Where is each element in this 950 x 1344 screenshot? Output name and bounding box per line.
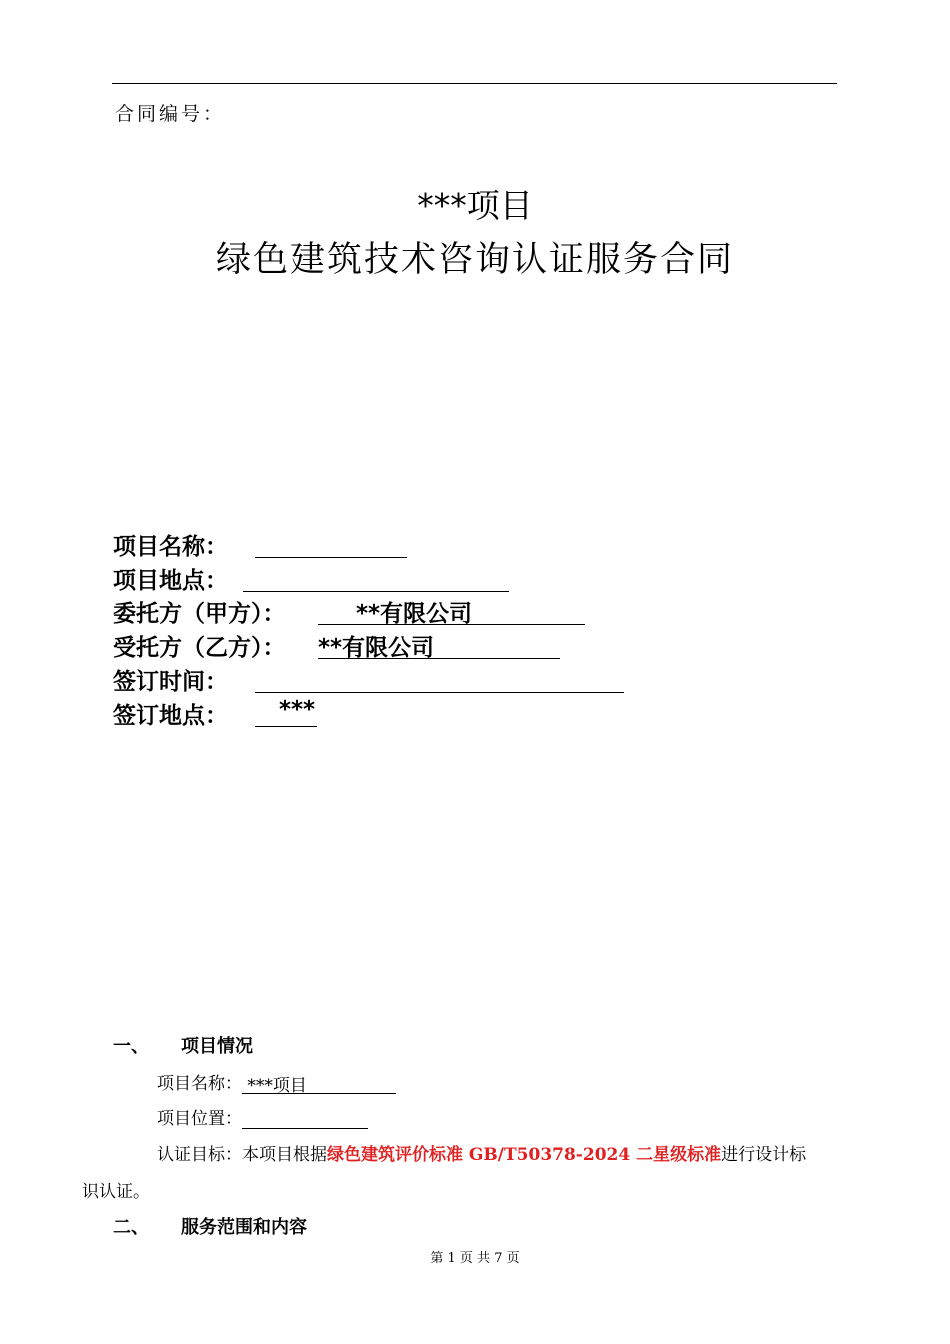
- goal-standard: 绿色建筑评价标准 GB/T50378-2024 二星级标准: [327, 1145, 722, 1165]
- info-project-name-blank[interactable]: [255, 528, 407, 558]
- project-name-field[interactable]: [242, 1071, 396, 1094]
- info-sign-time-label: 签订时间：: [113, 669, 228, 695]
- info-party-b-label: 受托方（乙方）：: [113, 635, 286, 661]
- contract-number-label: 合同编号：: [115, 103, 226, 125]
- info-sign-place-label: 签订地点：: [113, 703, 228, 729]
- header-rule: [112, 83, 837, 84]
- project-name-label: 项目名称：: [157, 1074, 242, 1094]
- section-2-title: 服务范围和内容: [181, 1217, 307, 1238]
- info-party-a-value: **有限公司: [356, 601, 473, 627]
- section-1-goal: [157, 1140, 806, 1165]
- goal-pre: 本项目根据: [242, 1145, 327, 1165]
- project-title: ***项目: [417, 186, 533, 225]
- section-1-project-name: [157, 1069, 396, 1094]
- info-project-location-label: 项目地点：: [113, 568, 228, 594]
- info-project-location-blank[interactable]: [243, 562, 509, 592]
- project-name-value: ***项目: [247, 1076, 307, 1096]
- project-location-label: 项目位置：: [157, 1109, 242, 1129]
- contract-title: 绿色建筑技术咨询认证服务合同: [215, 240, 734, 280]
- info-party-a-label: 委托方（甲方）：: [113, 601, 286, 627]
- section-1-number: 一、: [113, 1036, 149, 1057]
- info-project-name-label: 项目名称：: [113, 534, 228, 560]
- section-1-goal-cont: 识认证。: [82, 1182, 150, 1202]
- info-party-b-value: **有限公司: [318, 635, 435, 661]
- info-sign-place-value: ***: [279, 697, 316, 723]
- project-location-field[interactable]: [242, 1106, 368, 1129]
- section-1-project-location: [157, 1104, 368, 1129]
- section-1-title: 项目情况: [181, 1036, 253, 1057]
- info-sign-time-blank[interactable]: [255, 663, 624, 693]
- goal-label: 认证目标：: [157, 1145, 242, 1165]
- section-2-number: 二、: [113, 1217, 149, 1238]
- goal-post: 进行设计标: [721, 1145, 807, 1165]
- page-number: 第 1 页 共 7 页: [430, 1251, 520, 1266]
